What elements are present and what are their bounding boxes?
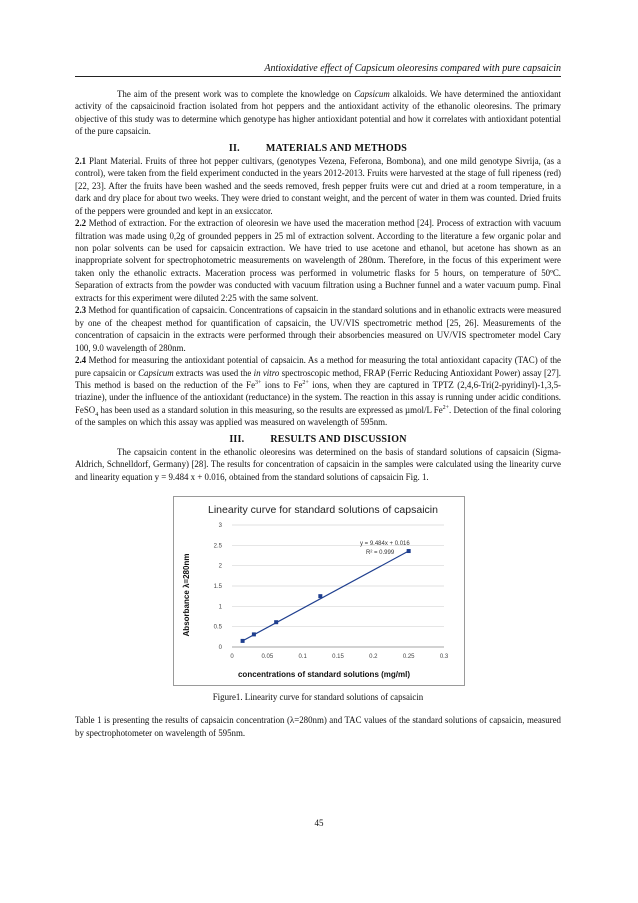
x-tick-label: 0.05 xyxy=(261,654,274,661)
y-tick-label: 2 xyxy=(218,563,222,570)
y-tick-label: 1.5 xyxy=(213,584,222,591)
x-tick-label: 0.3 xyxy=(439,654,449,661)
subsection-2-1 xyxy=(75,155,561,217)
y-tick-label: 0 xyxy=(218,645,222,652)
x-tick-label: 0.25 xyxy=(402,654,415,661)
x-axis-label: concentrations of standard solutions (mg/ml) xyxy=(237,670,411,680)
results-paragraph: The capsaicin content in the ethanolic oleoresins was determined on the basis of standard solutions of capsaicin (Sigma-Aldrich, Schnelldorf, Germany) [28]. The results for concentration of capsaicin in the samples were calculated using the linearity curve and linearity equation y = 9.484 x + 0.016, obtained from the standard solutions of capsaicin Fig. 1. xyxy=(75,446,561,482)
intro-text-1: The aim of the present work was to complete the knowledge on xyxy=(117,89,355,99)
x-tick-label: 0 xyxy=(230,654,234,661)
chart-title: Linearity curve for standard solutions of capsaicin xyxy=(208,504,438,517)
chart-gridlines xyxy=(232,525,444,627)
subsection-number: 2.2 xyxy=(75,218,87,229)
subscript: 4 xyxy=(95,411,99,418)
y-tick-label: 2.5 xyxy=(213,543,222,550)
x-axis-ticks xyxy=(230,654,449,660)
figure xyxy=(75,496,561,686)
x-tick-label: 0.1 xyxy=(298,654,307,661)
x-tick-label: 0.15 xyxy=(332,654,344,661)
running-head: Antioxidative effect of Capsicum oleoresins compared with pure capsaicin xyxy=(75,63,561,77)
table-intro-paragraph: Table 1 is presenting the results of capsaicin concentration (λ=280nm) and TAC values of the standard solutions of capsaicin, measured by spectrophotometer on wavelength of 595nm. xyxy=(75,715,561,738)
section-title: RESULTS AND DISCUSSION xyxy=(270,433,407,445)
subsection-2-4 xyxy=(75,354,561,429)
subsection-number: 2.4 xyxy=(75,355,87,366)
y-tick-label: 0.5 xyxy=(213,624,222,631)
subsection-2-3 xyxy=(75,304,561,354)
data-point xyxy=(274,620,278,624)
section-number: II. xyxy=(228,142,240,154)
text-run: extracts was used the xyxy=(173,367,254,378)
text-run: spectroscopic method, FRAP (Ferric Reducing Antioxidant Power) assay [27]. This method is based on the reduction of the Fe xyxy=(75,367,562,390)
superscript: 2+ xyxy=(302,380,309,386)
section-title: MATERIALS AND METHODS xyxy=(265,142,408,154)
text-run: ions to Fe xyxy=(261,379,303,390)
r2-label: R² = 0.999 xyxy=(366,550,395,557)
text-run: ions, when they are captured in TPTZ (2,4,6-Tri(2-pyridinyl)-1,3,5-triazine), under the influence of the antioxidant (reductance) in the system. The reaction in this assay is running under acidic conditions. FeSO xyxy=(75,379,562,415)
subsection-number: 2.1 xyxy=(75,155,87,166)
y-tick-label: 3 xyxy=(218,523,222,530)
section-heading-results xyxy=(75,434,561,445)
data-point xyxy=(407,549,411,553)
x-tick-label: 0.2 xyxy=(369,654,378,661)
figure-caption: Figure1. Linearity curve for standard solutions of capsaicin xyxy=(212,692,424,703)
y-axis-label: Absorbance λ=280nm xyxy=(182,553,191,637)
intro-em: Capsicum xyxy=(354,89,390,99)
section-heading-materials xyxy=(75,143,561,154)
chart-frame xyxy=(173,496,465,686)
equation-label: y = 9.484x + 0.016 xyxy=(360,541,410,548)
intro-paragraph xyxy=(75,88,561,138)
data-point xyxy=(241,639,245,643)
data-point xyxy=(318,594,322,598)
trendline xyxy=(243,551,409,641)
article-body xyxy=(75,88,561,739)
y-axis-ticks xyxy=(214,523,223,651)
subsection-text: Method for quantification of capsaicin. Concentrations of capsaicin in the standard solutions and in ethanolic extracts were measured by one of the cheapest method for quantification of capsaicin, the UV/VIS spectrometric method [25, 26]. Measurements of the concentration of capsaicin in the extracts were performed through their absorbencies measured on UV/VIS spectrometer model Cary 100, 9.0 wavelength of 280nm. xyxy=(75,305,562,353)
page-number: 45 xyxy=(314,818,324,828)
text-run: has been used as a standard solution in this measuring, so the results are expressed as µmol/L Fe xyxy=(98,404,443,415)
text-em: in vitro xyxy=(253,367,280,378)
y-tick-label: 1 xyxy=(218,604,222,611)
superscript: 3+ xyxy=(255,380,262,386)
section-number: III. xyxy=(229,433,245,445)
superscript: 2+ xyxy=(442,404,450,411)
text-em: Capsicum xyxy=(138,367,174,378)
subsection-number: 2.3 xyxy=(75,305,87,316)
subsection-text: Method of extraction. For the extraction of oleoresin we have used the maceration method [24]. Process of extraction with vacuum filtration was made using 0,2g of grounded peppers in 25 ml of extraction solvent. According to the literature a few organic polar and non polar solvents can be used for capsaicin extraction. We have tried to use acetone and ethanol, but acetone has shown as an inappropriate solvent for spectrophotometric measurements on wavelength of 280nm. Therefore, in the focus of this experiment were taken only the ethanolic extracts. Maceration process was performed in volumetric flasks for 5 hours, on temperature of 50ºC. Separation of extracts from the powder was conducted with vacuum filtration using a Buchner funnel and a water vacuum pump. Final extracts for this experiment were diluted 2:25 with the same solvent. xyxy=(75,218,561,303)
subsection-2-2 xyxy=(75,217,561,304)
subsection-text: Plant Material. Fruits of three hot pepper cultivars, (genotypes Vezena, Feferona, Bombona), and one mild genotype Sivrija, (as a control), were taken from the field experiment conducted in the years 2012-2013. Fruits were harvested at the stage of full ripeness (red) [22, 23]. After the fruits have been washed and the seeds removed, fresh pepper fruits were cut and dried at a room temperature, in a dark and dry place for about two weeks. They were dried to constant weight, and the percent of water in them was counted. Dried fruits of the peppers were grounded and kept in an exsiccator. xyxy=(75,155,561,216)
text-run: Method for measuring the antioxidant potential of capsaicin. As a method for measuring the total antioxidant capacity (TAC) of the pure capsaicin or xyxy=(75,355,561,378)
text-run: . Detection of the final coloring of the samples on which this assay was applied was measured on wavelength of 595nm. xyxy=(75,404,561,428)
data-point xyxy=(252,633,256,637)
intro-text-2: alkaloids. We have determined the antioxidant activity of the capsaicinoid fraction isolated from hot peppers and the antioxidant activity of the ethanolic oleoresins. The primary objective of this study was to determine which genotype has higher antioxidant potential and how it correlates with antioxidant potential of the pure capsaicin. xyxy=(75,89,561,137)
linearity-chart xyxy=(174,497,464,685)
